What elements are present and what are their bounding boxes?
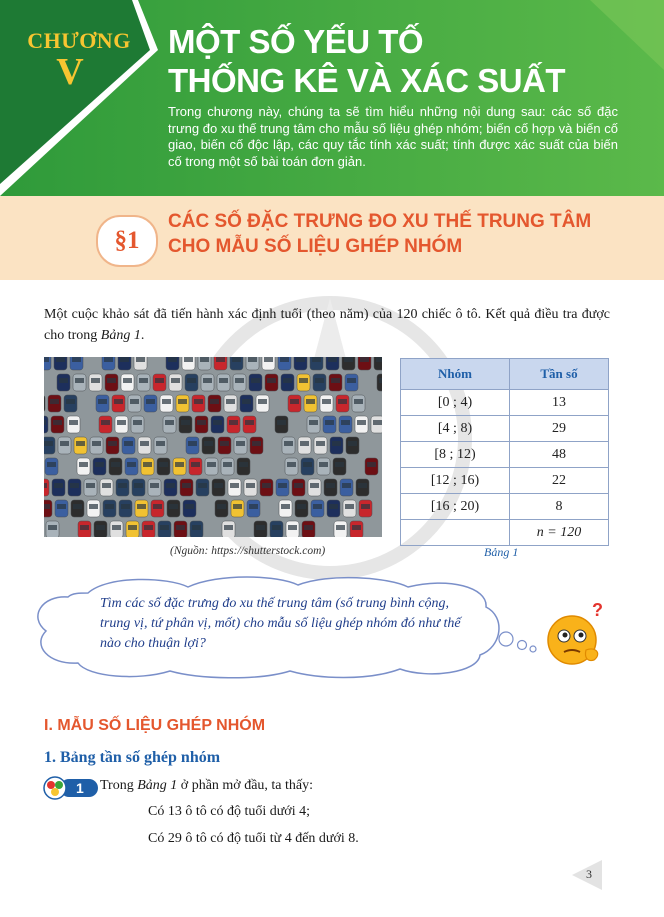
table-total: n = 120	[510, 520, 609, 546]
table-cell: [0 ; 4)	[401, 390, 510, 416]
table-cell-empty	[401, 520, 510, 546]
table-reference: Bảng 1	[100, 328, 141, 343]
activity-table-reference: Bảng 1	[137, 778, 178, 793]
table-total-row	[401, 520, 609, 546]
activity-number: 1	[76, 780, 84, 796]
table-row	[401, 442, 609, 468]
chapter-intro: Trong chương này, chúng ta sẽ tìm hiểu những nội dung sau: các số đặc trưng đo xu thế trung tâm cho mẫu số liệu ghép nhóm; biến cố hợp và biến cố giao, biến cố độc lập, các quy tắc tính xác suất; tính được xác suất của biến cố trong một số bài toán đơn giản.	[168, 104, 618, 169]
activity-icon	[42, 776, 98, 800]
table-cell: [16 ; 20)	[401, 494, 510, 520]
table-cell: [12 ; 16)	[401, 468, 510, 494]
intro-paragraph	[44, 304, 610, 346]
table-cell: [8 ; 12)	[401, 442, 510, 468]
section-title: CÁC SỐ ĐẶC TRƯNG ĐO XU THẾ TRUNG TÂM CHO MẪU SỐ LIỆU GHÉP NHÓM	[168, 211, 592, 257]
chapter-number: V	[56, 51, 84, 93]
section-heading: I. MẪU SỐ LIỆU GHÉP NHÓM	[44, 717, 266, 734]
table-cell: 8	[510, 494, 609, 520]
svg-text:?: ?	[592, 600, 603, 620]
frequency-table	[400, 358, 609, 546]
thinking-emoji-icon	[538, 600, 610, 668]
activity-text	[100, 778, 313, 794]
question-text: Tìm các số đặc trưng đo xu thế trung tâm (số trung bình cộng, trung vị, tứ phân vị, mốt) cho mẫu số liệu ghép nhóm đó như thế nào cho thuận lợi?	[100, 596, 461, 651]
table-row	[401, 390, 609, 416]
table-cell: [4 ; 8)	[401, 416, 510, 442]
table-cell: 13	[510, 390, 609, 416]
chapter-title: MỘT SỐ YẾU TỐ THỐNG KÊ VÀ XÁC SUẤT	[168, 23, 566, 99]
intro-text-end: .	[140, 328, 145, 343]
chapter-label: CHƯƠNG	[27, 28, 131, 53]
activity-line-1: Có 13 ô tô có độ tuổi dưới 4;	[148, 804, 310, 819]
table-row	[401, 416, 609, 442]
photo-caption: (Nguồn: https://shutterstock.com)	[170, 545, 326, 557]
activity-text-end: ở phần mở đầu, ta thấy:	[177, 778, 314, 793]
activity-text-start: Trong	[100, 778, 138, 793]
table-cell: 22	[510, 468, 609, 494]
table-row	[401, 494, 609, 520]
table-header-group: Nhóm	[401, 359, 510, 390]
table-cell: 29	[510, 416, 609, 442]
intro-text: Một cuộc khảo sát đã tiến hành xác định tuổi (theo năm) của 120 chiếc ô tô. Kết quả điều tra được cho trong	[44, 307, 610, 343]
activity-line-2: Có 29 ô tô có độ tuổi từ 4 đến dưới 8.	[148, 831, 359, 846]
parking-lot-photo	[44, 357, 382, 537]
table-row	[401, 468, 609, 494]
subsection-heading: 1. Bảng tần số ghép nhóm	[44, 749, 221, 766]
table-caption: Bảng 1	[484, 545, 519, 559]
page-number-badge	[572, 860, 606, 890]
table-header-frequency: Tần số	[510, 359, 609, 390]
chapter-header	[0, 0, 664, 196]
table-cell: 48	[510, 442, 609, 468]
page-number: 3	[586, 867, 592, 881]
section-number: §1	[96, 215, 158, 267]
